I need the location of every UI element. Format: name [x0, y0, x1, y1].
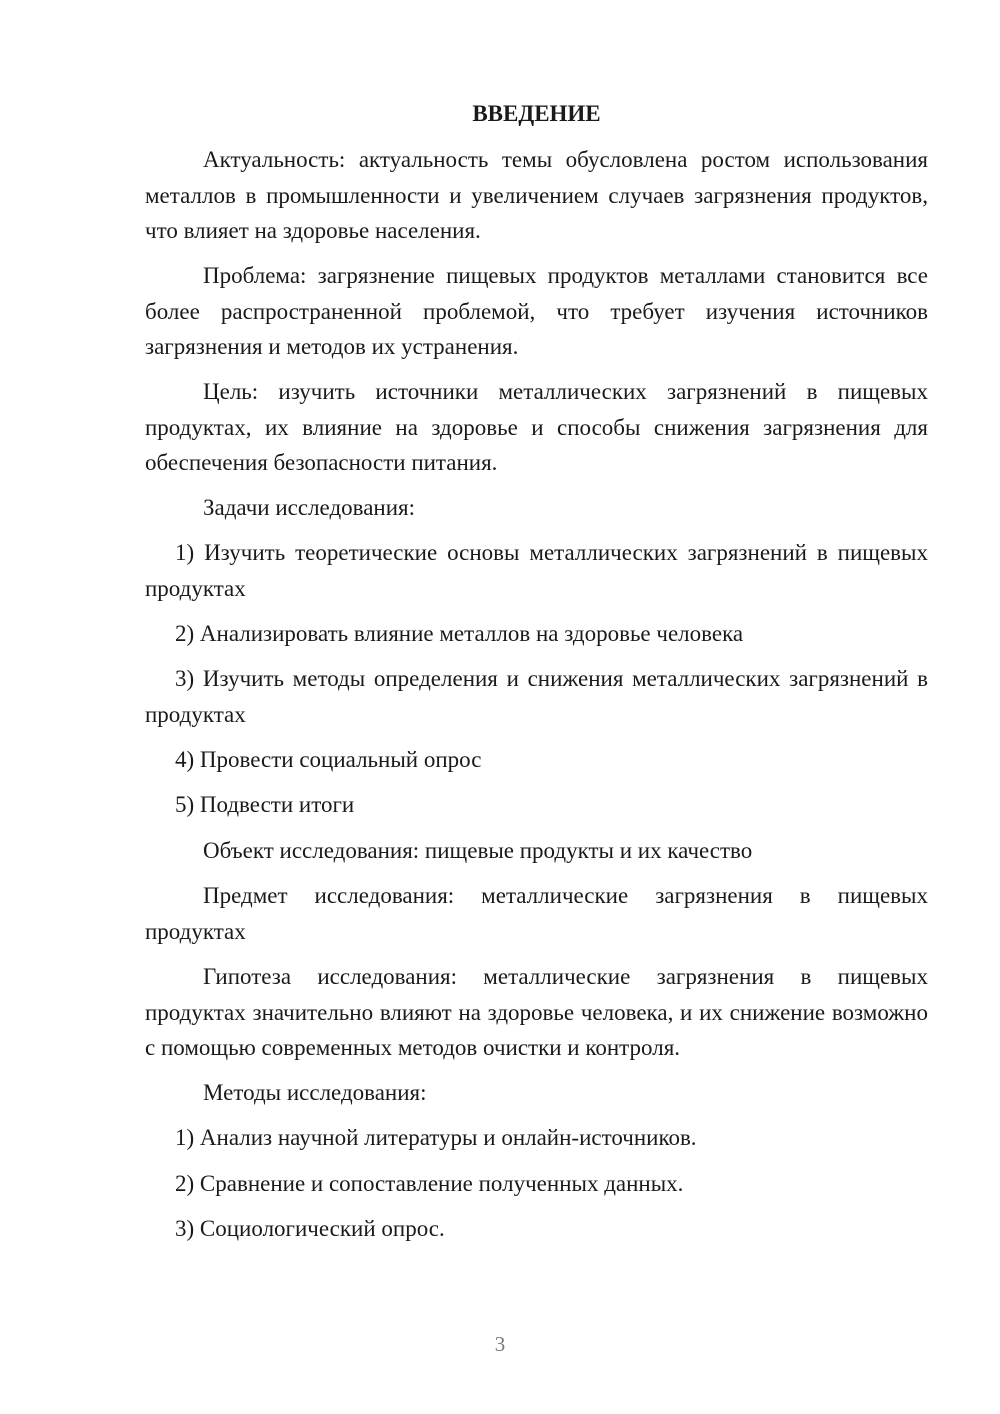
paragraph-subject: Предмет исследования: металлические загрязнения в пищевых продуктах — [145, 883, 928, 944]
method-item-3: 3) Социологический опрос. — [175, 1216, 445, 1241]
methods-heading: Методы исследования: — [203, 1080, 427, 1105]
task-item-3: 3) Изучить методы определения и снижения металлических загрязнений в продуктах — [145, 666, 928, 727]
page-number: 3 — [494, 1332, 506, 1356]
paragraph-problem: Проблема: загрязнение пищевых продуктов металлами становится все более распространенной проблемой, что требует изучения источников загрязнения и методов их устранения. — [145, 263, 928, 359]
task-item-4: 4) Провести социальный опрос — [175, 747, 482, 772]
method-item-1: 1) Анализ научной литературы и онлайн-источников. — [175, 1125, 697, 1150]
method-item-2: 2) Сравнение и сопоставление полученных данных. — [175, 1171, 684, 1196]
task-item-2: 2) Анализировать влияние металлов на здоровье человека — [175, 621, 744, 646]
task-item-1: 1) Изучить теоретические основы металлических загрязнений в пищевых продуктах — [145, 540, 928, 601]
paragraph-relevance: Актуальность: актуальность темы обусловлена ростом использования металлов в промышленности и увеличением случаев загрязнения продуктов, что влияет на здоровье населения. — [145, 147, 928, 243]
paragraph-goal: Цель: изучить источники металлических загрязнений в пищевых продуктах, их влияние на здоровье и способы снижения загрязнения для обеспечения безопасности питания. — [145, 379, 928, 475]
tasks-heading: Задачи исследования: — [203, 495, 416, 520]
page-title: ВВЕДЕНИЕ — [472, 101, 601, 126]
paragraph-object: Объект исследования: пищевые продукты и их качество — [203, 838, 753, 863]
paragraph-hypothesis: Гипотеза исследования: металлические загрязнения в пищевых продуктах значительно влияют на здоровье человека, и их снижение возможно с помощью современных методов очистки и контроля. — [145, 964, 928, 1060]
task-item-5: 5) Подвести итоги — [175, 792, 355, 817]
